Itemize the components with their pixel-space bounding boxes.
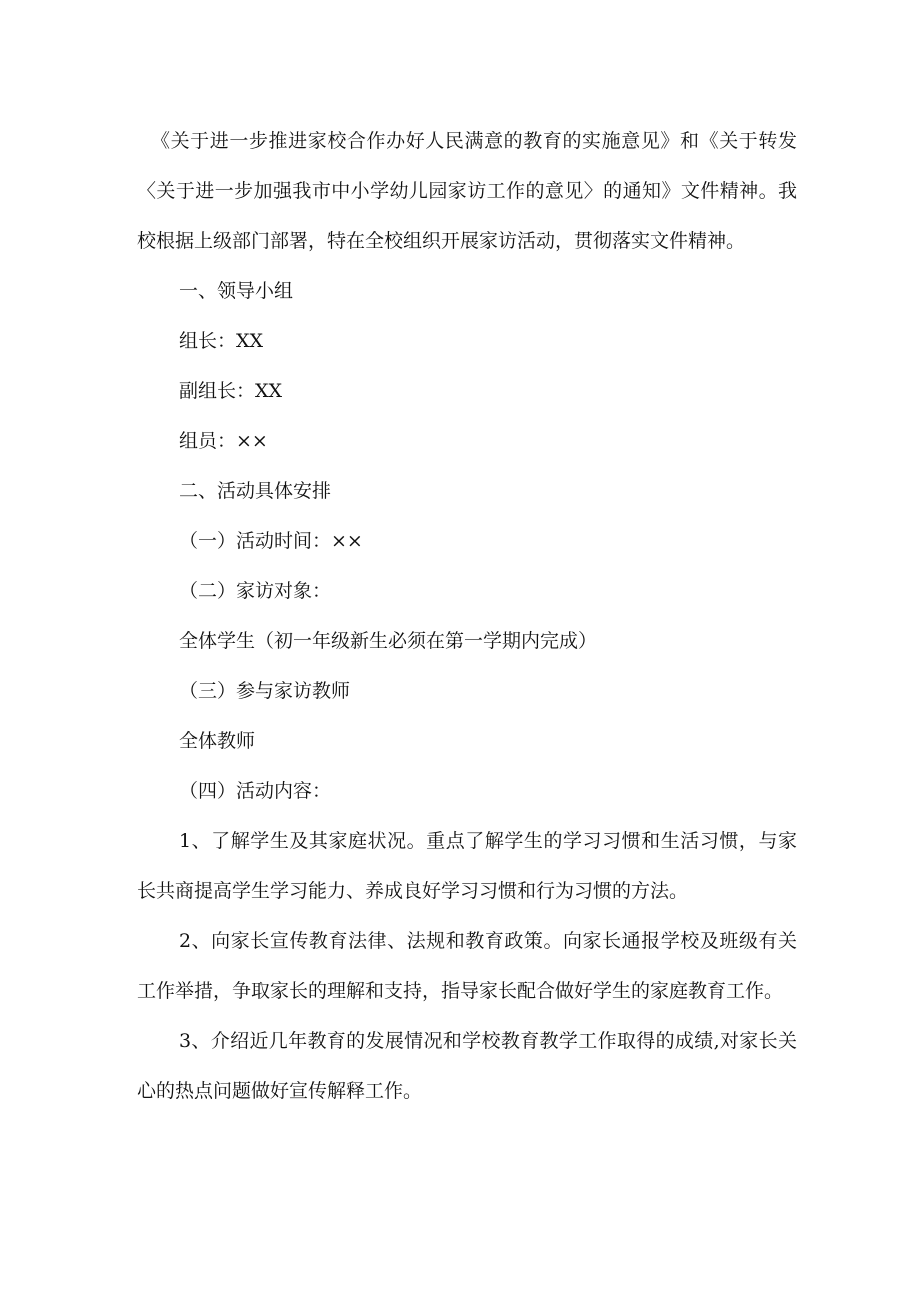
leader-line: 组长：XX [179, 330, 264, 352]
members-line: 组员：×× [179, 430, 268, 452]
visit-target-line: 全体学生（初一年级新生必须在第一学期内完成） [179, 630, 598, 652]
content-item-1: 1、了解学生及其家庭状况。重点了解学生的学习习惯和生活习惯，与家长共商提高学生学习能力、养成良好学习习惯和行为习惯的方法。 [137, 830, 797, 902]
section-heading-leadership: 一、领导小组 [179, 280, 294, 302]
teachers-heading: （三）参与家访教师 [179, 680, 351, 702]
section-heading-arrangement: 二、活动具体安排 [179, 480, 332, 502]
visit-target-heading: （二）家访对象： [179, 580, 332, 602]
deputy-leader-line: 副组长：XX [179, 380, 283, 402]
document-body [137, 116, 797, 1116]
activity-time-line: （一）活动时间：×× [179, 530, 363, 552]
content-item-2: 2、向家长宣传教育法律、法规和教育政策。向家长通报学校及班级有关工作举措，争取家长的理解和支持，指导家长配合做好学生的家庭教育工作。 [137, 930, 797, 1002]
intro-paragraph: 《关于进一步推进家校合作办好人民满意的教育的实施意见》和《关于转发〈关于进一步加强我市中小学幼儿园家访工作的意见〉的通知》文件精神。我校根据上级部门部署，特在全校组织开展家访活动，贯彻落实文件精神。 [137, 130, 797, 252]
activity-content-heading: （四）活动内容： [179, 780, 332, 802]
content-item-3: 3、介绍近几年教育的发展情况和学校教育教学工作取得的成绩,对家长关心的热点问题做好宣传解释工作。 [137, 1030, 797, 1102]
teachers-line: 全体教师 [179, 730, 256, 752]
